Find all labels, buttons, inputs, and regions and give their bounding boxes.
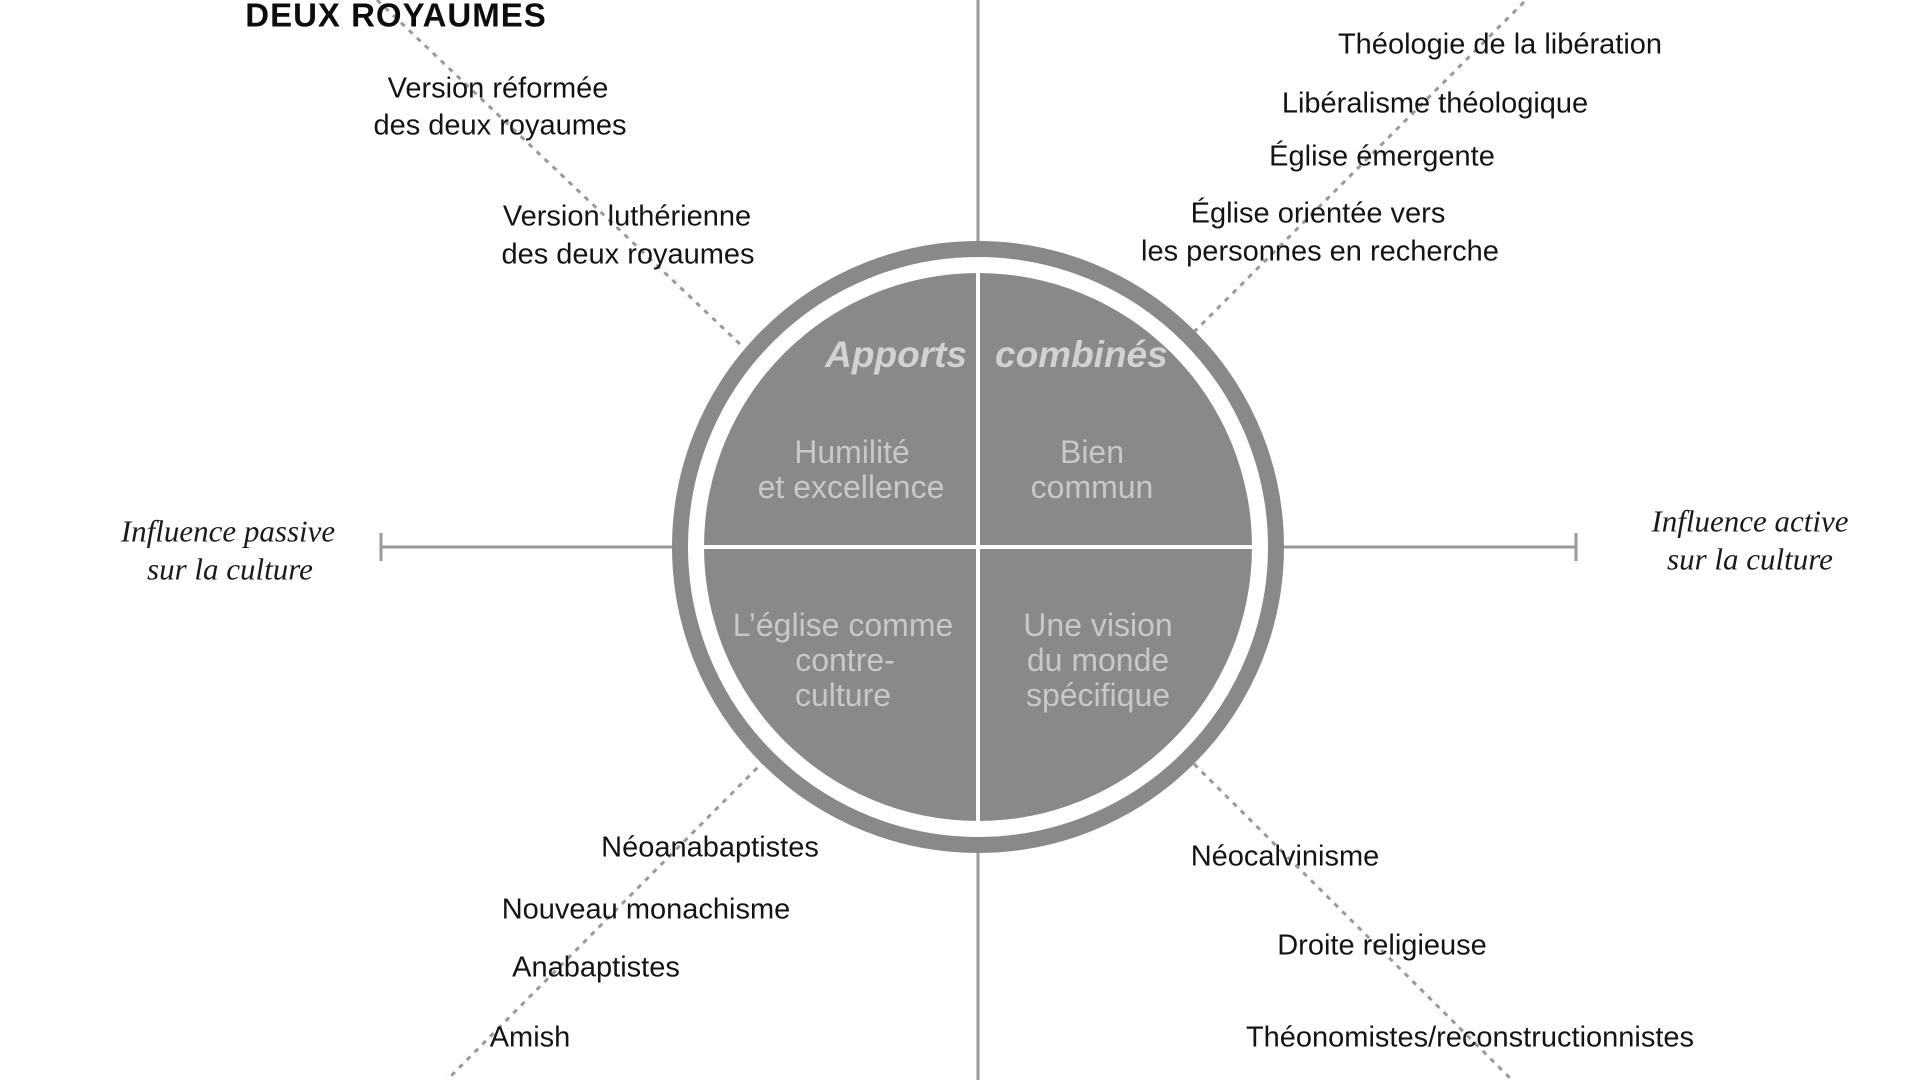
label-eglise-emergente: Église émergente [1269,140,1495,173]
quadrant-bottom-left-line1: L’église comme [732,607,954,643]
quadrant-bottom-right-line1: Une vision [1023,607,1173,643]
label-theologie-liberation: Théologie de la libération [1337,28,1663,61]
label-version-lutherienne-line2: des deux royaumes [501,238,755,271]
dotted-diagonal-top-left [377,0,742,346]
label-version-reformee-line2: des deux royaumes [373,109,627,142]
label-liberalisme-theologique: Libéralisme théologique [1281,87,1589,120]
label-droite-religieuse: Droite religieuse [1277,929,1487,962]
quadrant-bottom-right-line3: spécifique [1025,677,1171,713]
quadrant-top-left-line2: et excellence [757,469,945,505]
label-version-reformee-line1: Version réformée [387,72,609,105]
quadrant-top-left-line1: Humilité [794,434,910,470]
diagram-title: DEUX ROYAUMES [245,0,547,34]
circle-header-right: combinés [995,334,1168,375]
quadrant-bottom-left-line3: culture [794,677,892,713]
label-anabaptistes: Anabaptistes [512,951,680,984]
label-neoanabaptistes: Néoanabaptistes [601,831,819,864]
label-theonomistes: Théonomistes/reconstructionnistes [1245,1021,1695,1054]
label-neocalvinisme: Néocalvinisme [1190,840,1380,873]
label-version-lutherienne-line1: Version luthérienne [502,200,752,233]
label-amish: Amish [489,1021,571,1054]
quadrant-top-right-line2: commun [1030,469,1154,505]
axis-label-left-line1: Influence passive [120,513,336,549]
axis-label-left-line2: sur la culture [147,551,313,587]
label-eglise-orientee-line1: Église orientée vers [1190,197,1446,230]
axis-label-right-line1: Influence active [1651,503,1849,539]
label-eglise-orientee-line2: les personnes en recherche [1141,235,1499,268]
circle-header-left: Apports [825,334,967,375]
quadrant-top-right-line1: Bien [1059,434,1125,470]
quadrant-bottom-right-line2: du monde [1026,642,1170,678]
quadrant-bottom-left-line2: contre- [795,642,895,678]
label-nouveau-monachisme: Nouveau monachisme [501,893,791,926]
axis-label-right-line2: sur la culture [1667,541,1833,577]
